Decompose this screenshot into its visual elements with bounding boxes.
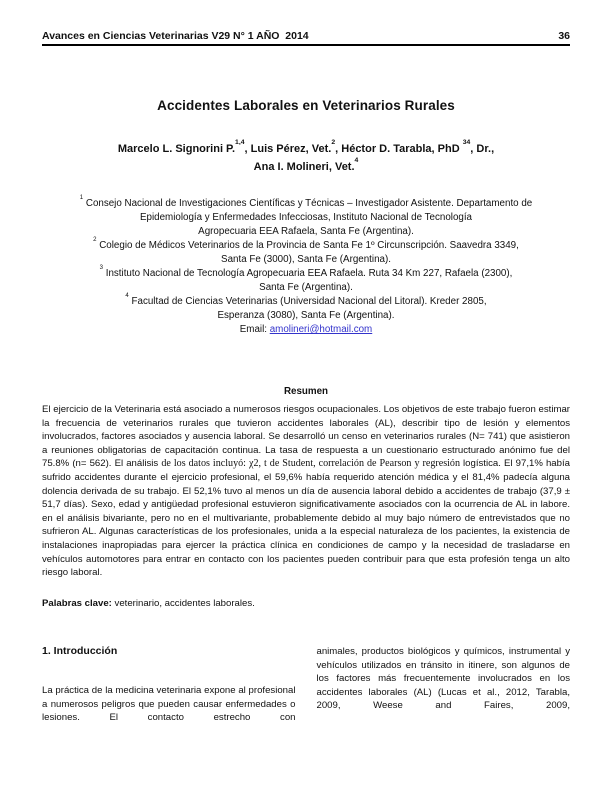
affiliation-text: Facultad de Ciencias Veterinarias (Universidad Nacional del Litoral). Kreder 2805, (128, 296, 487, 307)
affiliation-number: 4 (125, 293, 129, 300)
abstract-heading: Resumen (283, 386, 329, 397)
affiliation-line (42, 197, 570, 211)
affiliation-text: Agropecuaria EEA Rafaela, Santa Fe (Argentina). (198, 226, 414, 237)
affiliation-text: Colegio de Médicos Veterinarios de la Provincia de Santa Fe 1º Circunscripción. Saavedra 3349, (96, 240, 519, 251)
introduction-heading: 1. Introducción (42, 645, 118, 658)
author-name: , Luis Pérez, Vet. (244, 143, 332, 155)
author-line-2 (42, 158, 570, 176)
affiliation-line (42, 281, 570, 295)
affiliation-number: 2 (93, 237, 97, 244)
keywords-line (42, 597, 570, 611)
affiliations-block (42, 197, 570, 337)
abstract-text-serif: de los datos incluyó: χ2, t de Student, correlación de Pearson y regresión (161, 458, 464, 470)
affiliation-line (42, 295, 570, 309)
affiliation-text: Instituto Nacional de Tecnología Agropecuaria EEA Rafaela. Ruta 34 Km 227, Rafaela (2300), (103, 268, 513, 279)
author-affiliation-superscript: 2 (331, 139, 336, 147)
affiliation-number: 3 (99, 265, 103, 272)
affiliation-line (42, 225, 570, 239)
affiliation-line (42, 309, 570, 323)
introduction-paragraph-right: animales, productos biológicos y químicos, instrumental y vehículos utilizados en tránsito in itinere, son algunos de los factores más frecuentemente involucrados en los accidentes laborales (AL) (Lucas et al., 2012, Tarabla, 2009, Weese and Faires, 2009, (316, 646, 570, 711)
column-left (42, 645, 296, 724)
journal-title: Avances en Ciencias Veterinarias V29 N° 1 AÑO 2014 (42, 30, 309, 42)
email-label: Email: (239, 324, 270, 335)
affiliation-text: Consejo Nacional de Investigaciones Científicas y Técnicas – Investigador Asistente. Departamento de (83, 198, 533, 209)
affiliation-text: Esperanza (3080), Santa Fe (Argentina). (217, 310, 395, 321)
author-list (42, 140, 570, 176)
page-number: 36 (558, 30, 570, 42)
affiliation-line (42, 253, 570, 267)
affiliation-text: Santa Fe (3000), Santa Fe (Argentina). (221, 254, 391, 265)
author-name: , Héctor D. Tarabla, PhD (335, 143, 463, 155)
abstract-text-sans-1: El ejercicio de la Veterinaria está asociado a numerosos riesgos ocupacionales. Los objetivos de este trabajo fueron estimar la frecuencia de veterinarios rurales que tuvieron accidentes laborales (AL), describir tipo de lesión y elementos involucrados, factores asociados y ausencia laboral. Se desarrolló un censo en veterinarios rurales (N= 741) que asistieron a reuniones obligatorias de capacitación continua. La tasa de respuesta a un cuestionario estructurado anónimo fue del 75.8% (n= 562). El análisis (42, 404, 570, 470)
author-affiliation-superscript: 1,4 (235, 139, 245, 147)
paper-title: Accidentes Laborales en Veterinarios Rurales (157, 98, 455, 113)
author-line-1 (42, 140, 570, 158)
author-name: Marcelo L. Signorini P. (117, 143, 236, 155)
abstract-paragraph (42, 403, 570, 580)
email-link[interactable]: amolineri@hotmail.com (269, 324, 373, 335)
column-right (317, 645, 571, 724)
author-affiliation-superscript: 34 (462, 139, 471, 147)
affiliation-number: 1 (79, 195, 84, 202)
keywords-label: Palabras clave: (42, 597, 112, 609)
affiliation-line (42, 239, 570, 253)
affiliation-text: Santa Fe (Argentina). (259, 282, 353, 293)
email-line (42, 323, 570, 337)
author-name: Ana I. Molineri, Vet. (253, 161, 355, 173)
keywords-text: veterinario, accidentes laborales. (111, 597, 255, 609)
introduction-section (42, 645, 570, 724)
running-head (42, 30, 570, 46)
affiliation-line (42, 267, 570, 281)
affiliation-text: Epidemiología y Enfermedades Infecciosas, Instituto Nacional de Tecnología (139, 212, 473, 223)
introduction-paragraph-left: La práctica de la medicina veterinaria expone al profesional a numerosos peligros que pueden causar enfermedades o lesiones. El contacto estrecho con (42, 685, 296, 724)
author-affiliation-superscript: 4 (354, 157, 359, 165)
abstract-text-sans-2: logística. El 97,1% había sufrido accidentes durante el ejercicio profesional, el 59,6% había requerido atención médica y el 81,4% padecía alguna dolencia derivada de su trabajo. El 52,1% tuvo al menos un día de ausencia laboral debido a accidentes de trabajo (37,9 ± 51,7 días). Sexo, edad y antigüedad profesional estuvieron significativamente asociados con la ocurrencia de AL in labore. en el análisis bivariante, pero no en el multivariante, probablemente debido al muy bajo número de entrevistados que no sufrieron AL. Algunas características de los profesionales, unida a la especial naturaleza de los pacientes, la existencia de instalaciones inapropiadas para ejercer la práctica clínica en condiciones de campo y la necesidad de trasladarse en vehículos automotores para entrar en contacto con los pacientes pueden contribuir para que esta profesión tenga un alto riesgo laboral. (42, 458, 570, 579)
affiliation-line (42, 211, 570, 225)
author-name: , Dr., (470, 143, 495, 155)
